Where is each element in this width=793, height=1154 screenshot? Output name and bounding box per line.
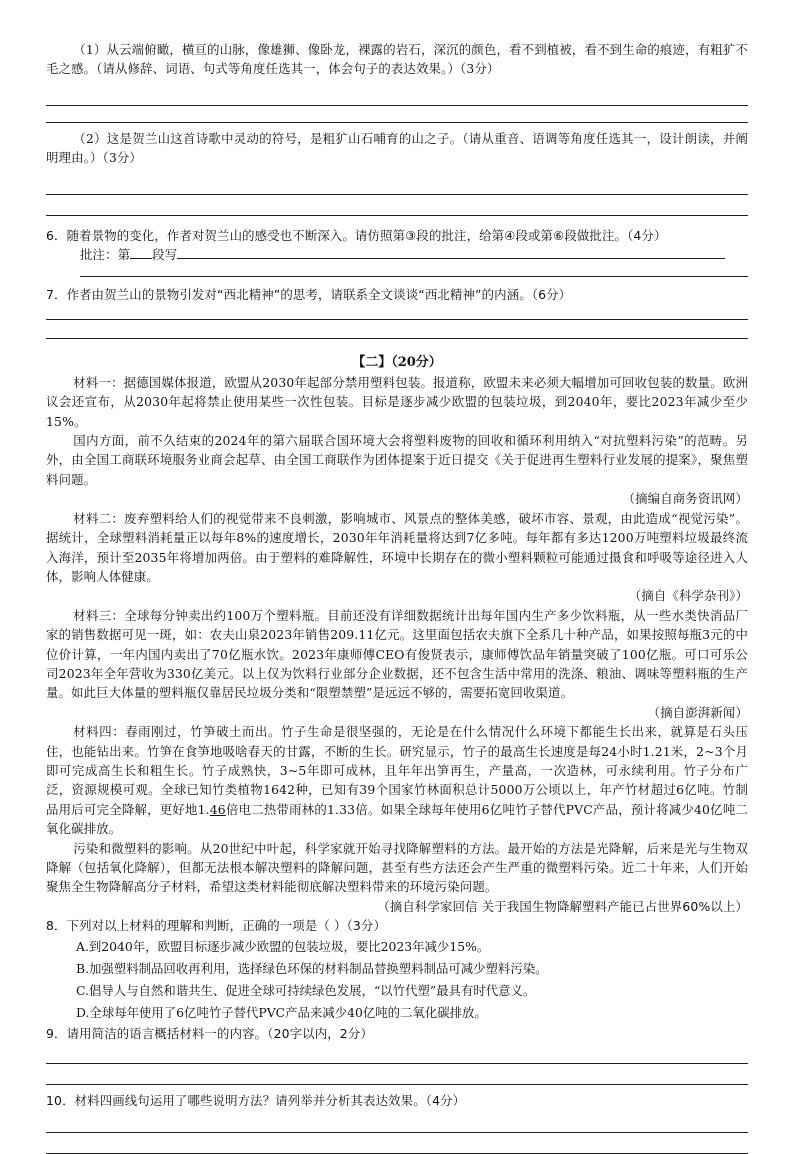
question-10: 10．材料四画线句运用了哪些说明方法？请列举并分析其表达效果。（4分）: [46, 1093, 466, 1109]
option-c[interactable]: C.倡导人与自然和谐共生、促进全球可持续绿色发展，“以竹代塑”最具有时代意义。: [76, 982, 536, 998]
question-7: 7．作者由贺兰山的景物引发对“西北精神”的思考，请联系全文谈谈“西北精神”的内涵。（6分）: [46, 287, 572, 303]
material-4-text-a: 材料四：春雨刚过，竹笋破土而出。竹子生命是很坚强的，无论是在什么情况什么环境下都能生长出来，就算是石头压住，也能钻出来。竹笋在食笋地吸啥春天的甘露，不断的生长。研究显示，竹子的最高生长速度是每24小时1.21米，2~3个月即可完成高生长和粗生长。竹子成熟快，3~5年即可成林，且年年出笋再生，产量高，一次造林，可永续利用。竹子分布广泛，资源规模可观。全球已知竹类植物1642种，已知有39个国家竹林面积总计5000万公顷以上，年产竹材超过6亿吨。竹制品用后可完全降解，更好地1.: [46, 724, 748, 817]
material-4-source: （摘自科学家回信 关于我国生物降解塑料产能已占世界60%以上）: [377, 898, 748, 914]
annotation-prefix: 批注：第: [80, 247, 131, 263]
material-2-paragraph: 材料二：废弃塑料给人们的视觉带来不良刺激，影响城市、风景点的整体美感，破坏市容、景观，由此造成“视觉污染”。据统计，全球塑料消耗量正以每年8%的速度增长，2030年年消耗量将达到7亿多吨。每年都有多达1200万吨塑料垃圾最终流入海洋，预计至2035年将增加两倍。由于塑料的难降解性，环境中长期存在的微小塑料颗粒可能通过摄食和呼吸等途径进入人体，影响人体健康。: [46, 510, 748, 584]
section-title: 【二】（20分）: [352, 354, 442, 370]
question-5-2: （2）这是贺兰山这首诗歌中灵动的符号，是粗犷山石哺育的山之子。（请从重音、语调等角度任选其一，设计朗读，并阐明理由。）（3分）: [46, 130, 748, 166]
option-d[interactable]: D.全球每年使用了6亿吨竹子替代PVC产品来减少40亿吨的二氧化碳排放。: [76, 1004, 487, 1020]
material-4-paragraph-2: 污染和微塑料的影响。从20世纪中叶起，科学家就开始寻找降解塑料的方法。最开始的方法是光降解，后来是光与生物双降解（包括氧化降解），但都无法根本解决塑料的降解问题，甚至有些方法还会产生严重的微塑料污染。近二十年来，人们开始聚焦全生物降解高分子材料，希望这类材料能彻底解决塑料带来的环境污染问题。: [46, 840, 748, 895]
exam-page: [46, 40, 748, 1154]
question-6: 6．随着景物的变化，作者对贺兰山的感受也不断深入。请仿照第③段的批注，给第④段或第⑥段做批注。（4分）: [46, 227, 667, 243]
material-2-source: （摘自《科学杂刊》）: [628, 588, 748, 604]
option-a[interactable]: A.到2040年，欧盟目标逐步减少欧盟的包装垃圾，要比2023年减少15%。: [76, 938, 490, 954]
material-1-source: （摘编自商务资讯网）: [622, 491, 748, 507]
annotation-suffix: 段写: [152, 247, 178, 263]
material-3-source: （摘自澎湃新闻）: [647, 704, 748, 720]
annotation-answer-line[interactable]: [177, 245, 725, 259]
material-3-paragraph: 材料三：全球每分钟卖出约100万个塑料瓶。目前还没有详细数据统计出每年国内生产多少饮料瓶，从一些水类快消品厂家的销售数据可见一斑，如：农夫山泉2023年销售209.11亿元。这里面包括农夫旗下全系几十种产品，如果按照每瓶3元的中位价计算，一年内国内卖出了70亿瓶水饮。2023年康师傅CEO有俊贤表示，康师傅饮品年销量突破了100亿瓶。可口可乐公司2023年全年营收为330亿美元。以上仅为饮料行业部分企业数据，还不包含生活中常用的洗涤、粮油、调味等塑料瓶的生产量。如此巨大体量的塑料瓶仅靠居民垃圾分类和“限塑禁塑”是远远不够的，需要拓宽回收渠道。: [46, 607, 748, 701]
question-5-1: （1）从云端俯瞰，横亘的山脉，像雄狮、像卧龙，裸露的岩石，深沉的颜色，看不到植被，看不到生命的痕迹，有粗犷不毛之感。（请从修辞、词语、句式等角度任选其一，体会句子的表达效果。）（3分）: [46, 42, 748, 77]
material-1-paragraph-2: 国内方面，前不久结束的2024年的第六届联合国环境大会将塑料废物的回收和循环利用纳入“对抗塑料污染”的范畴。另外，由全国工商联环境服务业商会起草、由全国工商联作为团体提案于近日提交《关于促进再生塑料行业发展的提案》，聚焦塑料问题。: [46, 433, 748, 487]
material-1-paragraph-1: 材料一：据德国媒体报道，欧盟从2030年起部分禁用塑料包装。报道称，欧盟未来必须大幅增加可回收包装的数量。欧洲议会还宣布，从2030年起将禁止使用某些一次性包装。目标是逐步减少欧盟的包装垃圾，到2040年，要比2023年减少至少15%。: [46, 374, 748, 429]
paragraph-number-blank[interactable]: [130, 246, 152, 259]
material-4-text-c: 倍电二热带雨林的1.33倍。如果全球每年使用6亿吨竹子替代PVC产品，预计将减少40亿吨二氧化碳排放。: [46, 801, 748, 837]
question-9: 9．请用简洁的语言概括材料一的内容。（20字以内，2分）: [46, 1025, 373, 1041]
material-4-paragraph-1: [46, 722, 748, 838]
annotation-line: [46, 245, 748, 264]
question-8-stem: 8．下列对以上材料的理解和判断，正确的一项是（ ）（3分）: [46, 918, 387, 934]
underlined-number: 46: [209, 801, 226, 817]
option-b[interactable]: B.加强塑料制品回收再利用，选择绿色环保的材料制品替换塑料制品可减少塑料污染。: [76, 960, 548, 976]
